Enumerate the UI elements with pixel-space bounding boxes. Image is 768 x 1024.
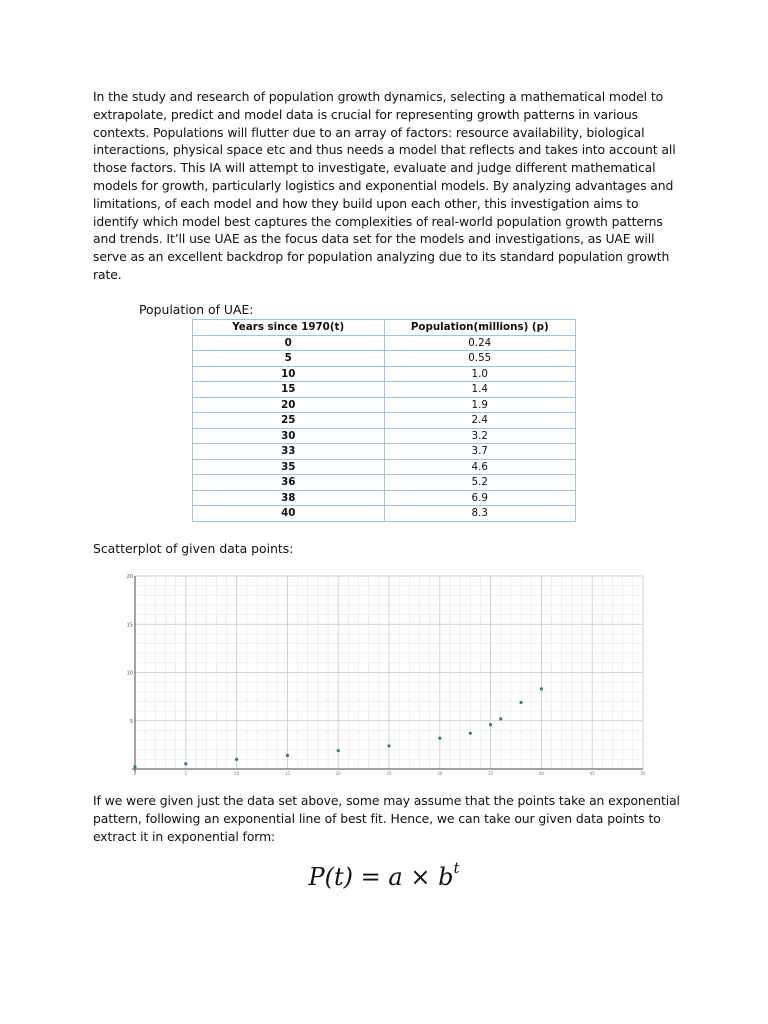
y-tick-label: 20	[126, 574, 133, 580]
population-cell: 1.4	[384, 382, 576, 398]
population-cell: 4.6	[384, 459, 576, 475]
data-point	[235, 758, 238, 761]
population-cell: 0.24	[384, 335, 576, 351]
population-cell: 1.0	[384, 366, 576, 382]
scatter-caption: Scatterplot of given data points:	[93, 541, 294, 556]
x-tick-label: 50	[640, 771, 646, 776]
table-row	[193, 490, 576, 506]
x-tick-label: 15	[284, 771, 290, 776]
x-tick-label: 5	[184, 771, 188, 776]
intro-paragraph: In the study and research of population growth dynamics, selecting a mathematical model to extrapolate, predict and model data is crucial for representing growth patterns in various contexts. Populations will flutter due to an array of factors: resource availability, biological interactions, physical space etc and thus needs a model that reflects and takes into account all those factors. This IA will attempt to investigate, evaluate and judge different mathematical models for growth, particularly logistics and exponential models. By analyzing advantages and limitations, of each model and how they build upon each other, this investigation aims to identify which model best captures the complexities of real-world population growth patterns and trends. It’ll use UAE as the focus data set for the models and investigations, as UAE will serve as an excellent backdrop for population analyzing due to its standard population growth rate.	[93, 89, 676, 282]
formula-a: a	[388, 863, 403, 891]
population-cell: 1.9	[384, 397, 576, 413]
x-tick-label: 0	[133, 771, 137, 776]
data-point	[387, 744, 390, 747]
table-caption: Population of UAE:	[139, 302, 254, 317]
x-tick-label: 30	[437, 771, 443, 776]
y-tick-label: 10	[126, 670, 133, 677]
data-point	[469, 732, 472, 735]
population-cell: 0.55	[384, 351, 576, 367]
data-point	[184, 762, 187, 765]
population-header: Population(millions) (p)	[384, 320, 576, 336]
table-header-row	[193, 320, 576, 336]
year-cell: 25	[193, 413, 385, 429]
data-point	[489, 723, 492, 726]
year-cell: 33	[193, 444, 385, 460]
x-tick-label: 35	[488, 771, 494, 776]
data-point	[438, 737, 441, 740]
table-row	[193, 351, 576, 367]
exponential-formula	[0, 859, 768, 891]
table-row	[193, 475, 576, 491]
table-row	[193, 397, 576, 413]
table-row	[193, 335, 576, 351]
x-tick-label: 25	[386, 771, 392, 776]
table-row	[193, 444, 576, 460]
year-cell: 10	[193, 366, 385, 382]
closing-paragraph: If we were given just the data set above, some may assume that the points take an exponential pattern, following an exponential line of best fit. Hence, we can take our given data points to extract it in exponential form:	[93, 793, 680, 844]
population-cell: 6.9	[384, 490, 576, 506]
data-point	[133, 765, 136, 768]
scatter-plot	[118, 570, 648, 776]
table-row	[193, 459, 576, 475]
formula-b: b	[438, 863, 454, 891]
population-table	[192, 319, 576, 522]
population-cell: 8.3	[384, 506, 576, 522]
x-tick-label: 10	[234, 771, 240, 776]
data-point	[337, 749, 340, 752]
data-point	[286, 754, 289, 757]
y-tick-label: 5	[129, 718, 133, 725]
table-row	[193, 413, 576, 429]
year-cell: 36	[193, 475, 385, 491]
data-point	[499, 717, 502, 720]
x-tick-label: 20	[335, 771, 341, 776]
year-cell: 40	[193, 506, 385, 522]
x-tick-label: 45	[589, 771, 595, 776]
data-point	[519, 701, 522, 704]
years-header: Years since 1970(t)	[193, 320, 385, 336]
data-point	[540, 687, 543, 690]
formula-times: ×	[410, 863, 431, 891]
formula-equals: =	[360, 863, 381, 891]
table-row	[193, 506, 576, 522]
table-row	[193, 382, 576, 398]
population-cell: 5.2	[384, 475, 576, 491]
year-cell: 20	[193, 397, 385, 413]
x-tick-label: 40	[538, 771, 544, 776]
population-cell: 3.7	[384, 444, 576, 460]
year-cell: 30	[193, 428, 385, 444]
year-cell: 38	[193, 490, 385, 506]
year-cell: 15	[193, 382, 385, 398]
y-tick-label: 15	[126, 622, 133, 629]
formula-lhs: P(t)	[308, 863, 354, 891]
table-row	[193, 366, 576, 382]
year-cell: 0	[193, 335, 385, 351]
population-cell: 2.4	[384, 413, 576, 429]
formula-exponent: t	[453, 859, 460, 877]
year-cell: 5	[193, 351, 385, 367]
year-cell: 35	[193, 459, 385, 475]
table-row	[193, 428, 576, 444]
population-cell: 3.2	[384, 428, 576, 444]
